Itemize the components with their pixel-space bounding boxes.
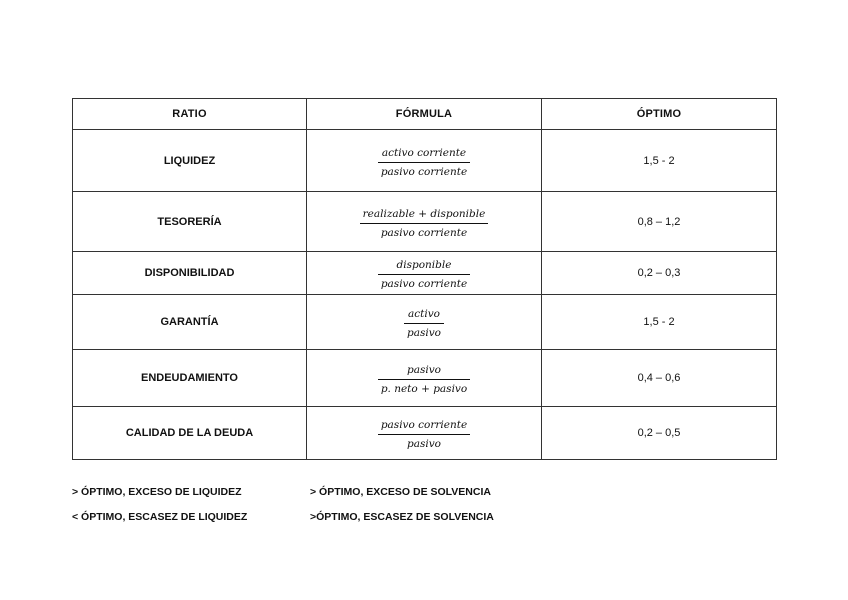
formula-denominator: pasivo corriente — [380, 226, 468, 239]
formula-denominator: pasivo corriente — [380, 278, 468, 290]
table-row — [73, 295, 777, 350]
optimum-value: 1,5 - 2 — [542, 295, 777, 350]
ratio-name: LIQUIDEZ — [73, 130, 307, 192]
fraction-bar — [378, 434, 470, 435]
ratio-name: ENDEUDAMIENTO — [73, 350, 307, 407]
formula-numerator: activo corriente — [381, 146, 467, 159]
note-solvency-shortage: >ÓPTIMO, ESCASEZ DE SOLVENCIA — [310, 511, 494, 523]
ratio-name: GARANTÍA — [73, 295, 307, 350]
formula-fraction — [360, 207, 489, 240]
formula-cell — [307, 350, 542, 407]
formula-fraction — [378, 258, 470, 291]
formula-cell — [307, 130, 542, 192]
formula-fraction — [378, 363, 470, 396]
formula-numerator: realizable + disponible — [362, 207, 486, 220]
optimum-value: 0,2 – 0,3 — [542, 252, 777, 295]
table-row — [73, 350, 777, 407]
ratio-table — [72, 98, 777, 460]
fraction-bar — [360, 223, 489, 224]
formula-denominator: p. neto + pasivo — [380, 383, 468, 395]
ratio-name: DISPONIBILIDAD — [73, 252, 307, 295]
optimum-value: 0,8 – 1,2 — [542, 192, 777, 252]
formula-numerator: pasivo corriente — [380, 419, 468, 431]
fraction-bar — [404, 323, 444, 324]
formula-numerator: pasivo — [407, 364, 441, 376]
fraction-bar — [378, 379, 470, 380]
fraction-bar — [378, 162, 470, 163]
formula-fraction — [378, 418, 470, 451]
formula-denominator: pasivo — [407, 438, 441, 450]
optimum-value: 0,2 – 0,5 — [542, 407, 777, 460]
formula-fraction — [404, 307, 444, 340]
formula-denominator: pasivo corriente — [380, 165, 468, 178]
note-solvency-excess: > ÓPTIMO, EXCESO DE SOLVENCIA — [310, 486, 491, 498]
header-formula: FÓRMULA — [307, 99, 542, 130]
formula-cell — [307, 295, 542, 350]
formula-cell — [307, 192, 542, 252]
fraction-bar — [378, 274, 470, 275]
header-ratio: RATIO — [73, 99, 307, 130]
table-header-row — [73, 99, 777, 130]
header-optimum: ÓPTIMO — [542, 99, 777, 130]
table-row — [73, 130, 777, 192]
table-row — [73, 407, 777, 460]
table-row — [73, 192, 777, 252]
formula-cell — [307, 407, 542, 460]
formula-cell — [307, 252, 542, 295]
optimum-value: 1,5 - 2 — [542, 130, 777, 192]
formula-numerator: disponible — [396, 259, 452, 271]
ratio-name: TESORERÍA — [73, 192, 307, 252]
note-liquidity-excess: > ÓPTIMO, EXCESO DE LIQUIDEZ — [72, 486, 242, 498]
formula-denominator: pasivo — [407, 327, 441, 339]
optimum-value: 0,4 – 0,6 — [542, 350, 777, 407]
table-row — [73, 252, 777, 295]
formula-numerator: activo — [408, 308, 440, 320]
ratio-name: CALIDAD DE LA DEUDA — [73, 407, 307, 460]
note-liquidity-shortage: < ÓPTIMO, ESCASEZ DE LIQUIDEZ — [72, 511, 248, 523]
formula-fraction — [378, 146, 470, 179]
